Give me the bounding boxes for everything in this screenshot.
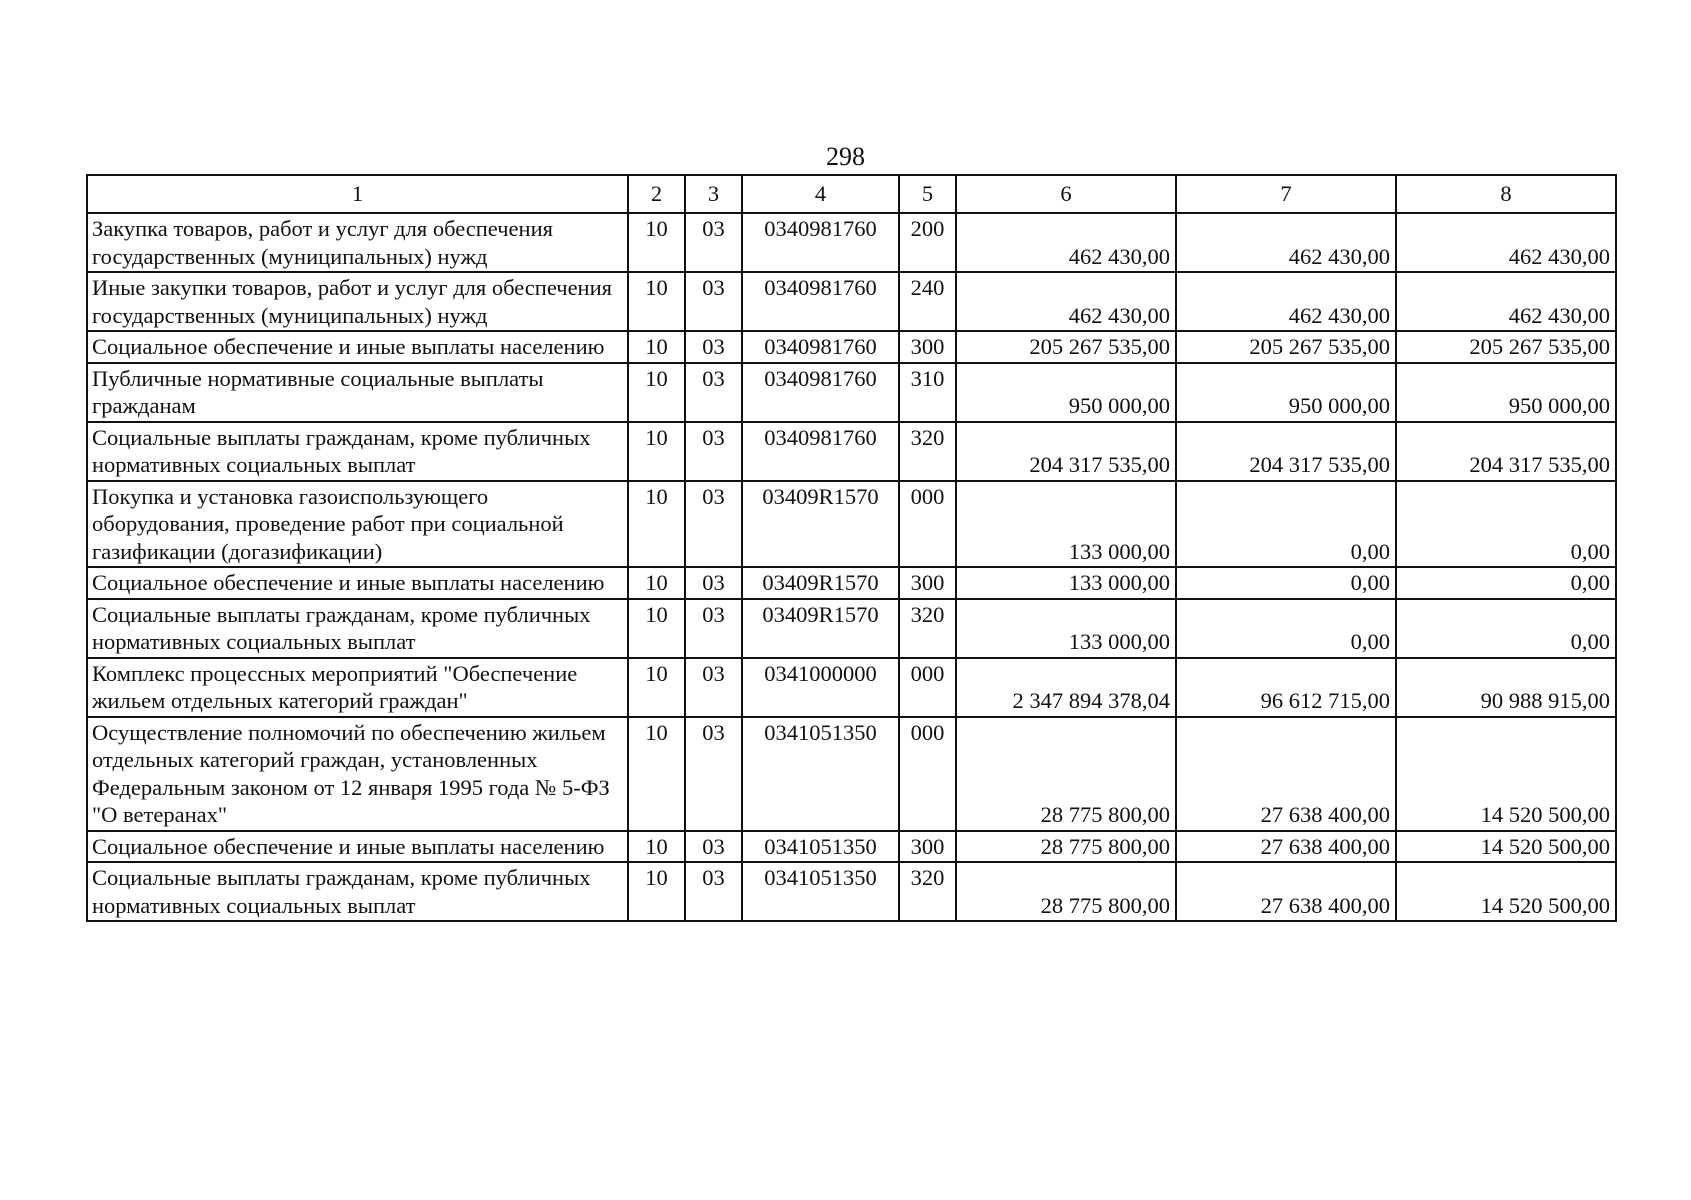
row-amount-6: 133 000,00 (956, 599, 1176, 658)
table-header (87, 175, 1616, 213)
row-section: 10 (628, 363, 685, 422)
budget-table (86, 174, 1617, 922)
row-amount-6: 28 775 800,00 (956, 717, 1176, 831)
row-amount-8: 950 000,00 (1396, 363, 1616, 422)
header-col-2: 2 (628, 175, 685, 213)
row-expense-type: 000 (899, 717, 956, 831)
table-row (87, 658, 1616, 717)
row-section: 10 (628, 599, 685, 658)
row-amount-8: 90 988 915,00 (1396, 658, 1616, 717)
row-subsection: 03 (685, 862, 742, 921)
page-number: 298 (826, 142, 865, 171)
row-subsection: 03 (685, 272, 742, 331)
row-name: Иные закупки товаров, работ и услуг для обеспечения государственных (муниципальных) нужд (87, 272, 628, 331)
row-subsection: 03 (685, 658, 742, 717)
row-section: 10 (628, 567, 685, 599)
row-amount-7: 27 638 400,00 (1176, 862, 1396, 921)
row-section: 10 (628, 862, 685, 921)
row-name: Социальное обеспечение и иные выплаты населению (87, 831, 628, 863)
row-amount-8: 462 430,00 (1396, 272, 1616, 331)
row-amount-6: 133 000,00 (956, 567, 1176, 599)
row-target-code: 0340981760 (742, 422, 899, 481)
row-amount-7: 0,00 (1176, 481, 1396, 568)
row-target-code: 03409R1570 (742, 481, 899, 568)
row-subsection: 03 (685, 717, 742, 831)
row-amount-7: 205 267 535,00 (1176, 331, 1396, 363)
row-target-code: 03409R1570 (742, 567, 899, 599)
header-col-6: 6 (956, 175, 1176, 213)
row-target-code: 0341000000 (742, 658, 899, 717)
row-target-code: 0341051350 (742, 862, 899, 921)
row-section: 10 (628, 213, 685, 272)
row-amount-8: 0,00 (1396, 567, 1616, 599)
table-row (87, 363, 1616, 422)
header-row (87, 175, 1616, 213)
table-row (87, 481, 1616, 568)
table-row (87, 213, 1616, 272)
row-name: Социальные выплаты гражданам, кроме публичных нормативных социальных выплат (87, 862, 628, 921)
row-amount-6: 133 000,00 (956, 481, 1176, 568)
row-amount-6: 462 430,00 (956, 213, 1176, 272)
row-target-code: 03409R1570 (742, 599, 899, 658)
row-expense-type: 320 (899, 862, 956, 921)
header-col-4: 4 (742, 175, 899, 213)
table-row (87, 831, 1616, 863)
row-amount-6: 205 267 535,00 (956, 331, 1176, 363)
row-amount-8: 14 520 500,00 (1396, 717, 1616, 831)
row-expense-type: 300 (899, 567, 956, 599)
row-amount-8: 0,00 (1396, 481, 1616, 568)
row-subsection: 03 (685, 363, 742, 422)
row-section: 10 (628, 717, 685, 831)
row-target-code: 0340981760 (742, 213, 899, 272)
row-subsection: 03 (685, 422, 742, 481)
row-name: Покупка и установка газоиспользующего оборудования, проведение работ при социальной газификации (догазификации) (87, 481, 628, 568)
row-amount-8: 204 317 535,00 (1396, 422, 1616, 481)
row-expense-type: 200 (899, 213, 956, 272)
row-expense-type: 310 (899, 363, 956, 422)
row-amount-7: 462 430,00 (1176, 213, 1396, 272)
row-amount-6: 950 000,00 (956, 363, 1176, 422)
table-row (87, 272, 1616, 331)
row-subsection: 03 (685, 481, 742, 568)
row-expense-type: 300 (899, 831, 956, 863)
row-section: 10 (628, 481, 685, 568)
row-expense-type: 000 (899, 481, 956, 568)
table-row (87, 567, 1616, 599)
table-row (87, 717, 1616, 831)
row-amount-8: 14 520 500,00 (1396, 831, 1616, 863)
row-section: 10 (628, 422, 685, 481)
row-subsection: 03 (685, 213, 742, 272)
row-amount-7: 27 638 400,00 (1176, 831, 1396, 863)
row-amount-6: 28 775 800,00 (956, 831, 1176, 863)
row-name: Социальное обеспечение и иные выплаты населению (87, 567, 628, 599)
header-col-5: 5 (899, 175, 956, 213)
row-name: Публичные нормативные социальные выплаты гражданам (87, 363, 628, 422)
row-target-code: 0340981760 (742, 272, 899, 331)
header-col-3: 3 (685, 175, 742, 213)
row-amount-7: 950 000,00 (1176, 363, 1396, 422)
row-name: Осуществление полномочий по обеспечению жильем отдельных категорий граждан, установленных Федеральным законом от 12 января 1995 года № 5-ФЗ "О ветеранах" (87, 717, 628, 831)
row-amount-6: 2 347 894 378,04 (956, 658, 1176, 717)
header-col-1: 1 (87, 175, 628, 213)
row-name: Социальное обеспечение и иные выплаты населению (87, 331, 628, 363)
row-section: 10 (628, 272, 685, 331)
row-expense-type: 000 (899, 658, 956, 717)
header-col-8: 8 (1396, 175, 1616, 213)
row-name: Социальные выплаты гражданам, кроме публичных нормативных социальных выплат (87, 599, 628, 658)
row-name: Социальные выплаты гражданам, кроме публичных нормативных социальных выплат (87, 422, 628, 481)
table-body (87, 213, 1616, 921)
row-amount-7: 204 317 535,00 (1176, 422, 1396, 481)
row-expense-type: 320 (899, 422, 956, 481)
row-subsection: 03 (685, 599, 742, 658)
row-subsection: 03 (685, 567, 742, 599)
table-row (87, 599, 1616, 658)
row-amount-7: 0,00 (1176, 567, 1396, 599)
row-amount-8: 462 430,00 (1396, 213, 1616, 272)
row-amount-7: 96 612 715,00 (1176, 658, 1396, 717)
row-amount-6: 28 775 800,00 (956, 862, 1176, 921)
row-target-code: 0340981760 (742, 331, 899, 363)
row-section: 10 (628, 658, 685, 717)
row-amount-7: 27 638 400,00 (1176, 717, 1396, 831)
row-expense-type: 320 (899, 599, 956, 658)
row-subsection: 03 (685, 831, 742, 863)
row-amount-8: 205 267 535,00 (1396, 331, 1616, 363)
row-subsection: 03 (685, 331, 742, 363)
row-name: Закупка товаров, работ и услуг для обеспечения государственных (муниципальных) нужд (87, 213, 628, 272)
row-name: Комплекс процессных мероприятий "Обеспечение жильем отдельных категорий граждан" (87, 658, 628, 717)
table-row (87, 862, 1616, 921)
table-row (87, 422, 1616, 481)
row-amount-8: 14 520 500,00 (1396, 862, 1616, 921)
row-target-code: 0341051350 (742, 717, 899, 831)
row-expense-type: 300 (899, 331, 956, 363)
row-amount-8: 0,00 (1396, 599, 1616, 658)
row-amount-6: 462 430,00 (956, 272, 1176, 331)
row-target-code: 0340981760 (742, 363, 899, 422)
table-row (87, 331, 1616, 363)
row-amount-7: 462 430,00 (1176, 272, 1396, 331)
header-col-7: 7 (1176, 175, 1396, 213)
row-amount-7: 0,00 (1176, 599, 1396, 658)
row-target-code: 0341051350 (742, 831, 899, 863)
row-section: 10 (628, 831, 685, 863)
row-expense-type: 240 (899, 272, 956, 331)
row-amount-6: 204 317 535,00 (956, 422, 1176, 481)
row-section: 10 (628, 331, 685, 363)
